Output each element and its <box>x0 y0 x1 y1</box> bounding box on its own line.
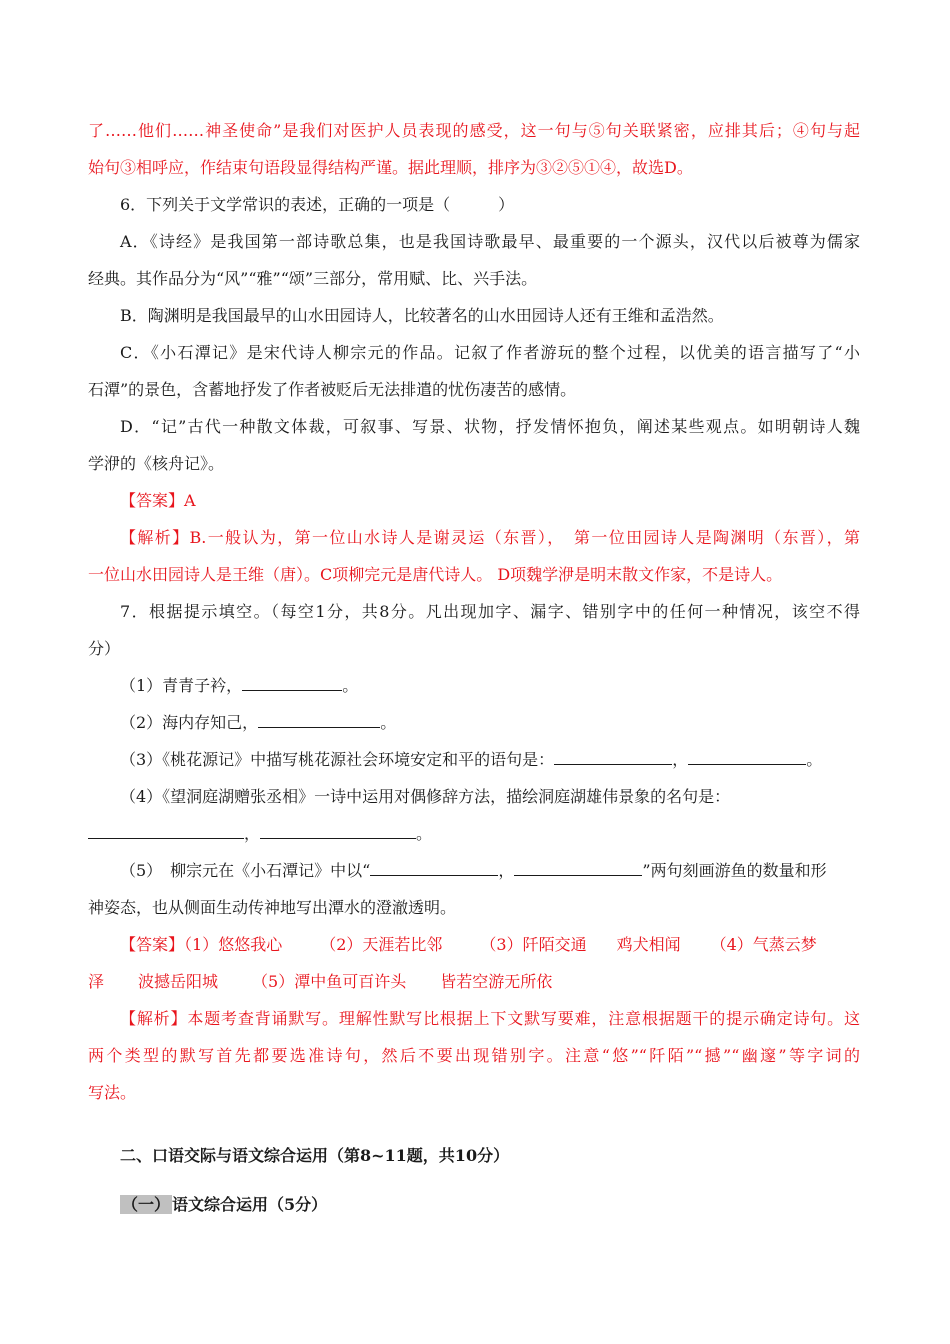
fill-blank <box>514 861 642 876</box>
fill-blank <box>370 861 498 876</box>
answer-1: （1）悠悠我心 <box>184 935 283 954</box>
fill-blank <box>688 750 806 765</box>
q6-analysis-line1 <box>88 519 860 556</box>
q6-option-d-line1: D．“记”古代一种散文体裁，可叙事、写景、状物，抒发情怀抱负，阐述某些观点。如明朝诗人魏 <box>120 417 860 436</box>
item-prompt: （2）海内存知己， <box>120 713 259 732</box>
answer-5b: 皆若空游无所依 <box>440 972 553 991</box>
q6-analysis-line2: 一位山水田园诗人是王维（唐）。C项柳完元是唐代诗人。 D项魏学洢是明末散文作家，不是诗人。 <box>88 565 783 584</box>
q6-answer <box>88 482 860 519</box>
analysis-text: B.一般认为，第一位山水诗人是谢灵运（东晋）， 第一位田园诗人是陶渊明（东晋），第 <box>189 528 860 547</box>
q7-analysis-line2: 两个类型的默写首先都要选准诗句，然后不要出现错别字。注意“悠”“阡陌”“撼”“幽邃”等字词的 <box>88 1046 860 1065</box>
q7-item-3 <box>88 741 860 778</box>
q6-option-a-line1: A．《诗经》是我国第一部诗歌总集，也是我国诗歌最早、最重要的一个源头，汉代以后被尊为儒家 <box>120 232 860 251</box>
item-prompt: （5） 柳宗元在《小石潭记》中以“ <box>120 861 371 880</box>
answer-2: （2）天涯若比邻 <box>320 935 443 954</box>
q7-stem-line1: 7．根据提示填空。（每空1分，共8分。凡出现加字、漏字、错别字中的任何一种情况，该空不得 <box>120 602 860 621</box>
q7-item-4-line2 <box>88 815 860 852</box>
item-end: 。 <box>380 713 397 732</box>
answer-5: （5）潭中鱼可百许头 <box>252 972 407 991</box>
answer-tag: 【答案】 <box>120 935 185 954</box>
fill-blank <box>242 676 342 691</box>
item-sep: ， <box>672 750 689 769</box>
q6-option-c-line2: 石潭”的景色，含蓄地抒发了作者被贬后无法排遣的忧伤凄苦的感情。 <box>88 380 577 399</box>
item-end: 。 <box>342 676 359 695</box>
q7-item-2 <box>88 704 860 741</box>
item-sep: ， <box>498 861 515 880</box>
analysis-tag: 【解析】 <box>120 528 190 547</box>
subsection-number: （一） <box>122 1195 171 1214</box>
item-end: ”两句刻画游鱼的数量和形 <box>642 861 827 880</box>
q7-answer-line2 <box>88 963 860 1000</box>
analysis-text: 本题考查背诵默写。理解性默写比根据上下文默写要难，注意根据题干的提示确定诗句。这 <box>187 1009 860 1028</box>
answer-value: A <box>184 491 196 510</box>
fill-blank <box>258 713 380 728</box>
q7-item-5-line1 <box>88 852 860 889</box>
subsection-title <box>88 1186 860 1223</box>
item-end: 。 <box>806 750 823 769</box>
item-prompt: （3）《桃花源记》中描写桃花源社会环境安定和平的语句是： <box>120 750 555 769</box>
q6-option-d-line2: 学洢的《核舟记》。 <box>88 454 225 473</box>
item-sep: ， <box>244 824 261 843</box>
q7-answer-line1 <box>88 926 860 963</box>
q7-analysis-line1 <box>88 1000 860 1037</box>
answer-4: （4）气蒸云梦 <box>710 935 817 954</box>
item-end: 。 <box>416 824 433 843</box>
answer-3b: 鸡犬相闻 <box>616 935 681 954</box>
q6-stem: 6．下列关于文学常识的表述，正确的一项是（ ） <box>120 195 515 214</box>
q6-option-b: B．陶渊明是我国最早的山水田园诗人，比较著名的山水田园诗人还有王维和孟浩然。 <box>120 306 724 325</box>
answer-tag: 【答案】 <box>120 491 185 510</box>
q7-analysis-line3: 写法。 <box>88 1083 137 1102</box>
item-prompt: （1）青青子衿， <box>120 676 243 695</box>
analysis-tag: 【解析】 <box>120 1009 188 1028</box>
prev-analysis-line1: 了……他们……神圣使命”是我们对医护人员表现的感受，这一句与⑤句关联紧密，应排其后；④句与起 <box>88 121 860 140</box>
prev-analysis-line2: 始句③相呼应，作结束句语段显得结构严谨。据此理顺，排序为③②⑤①④，故选D。 <box>88 158 693 177</box>
fill-blank <box>554 750 672 765</box>
q7-item-1 <box>88 667 860 704</box>
q7-stem-line2: 分） <box>88 639 121 658</box>
q7-item-4-line1: （4）《望洞庭湖赠张丞相》一诗中运用对偶修辞方法，描绘洞庭湖雄伟景象的名句是： <box>120 787 731 806</box>
subsection-label: 语文综合运用（5分） <box>172 1195 328 1214</box>
answer-4b: 波撼岳阳城 <box>138 972 219 991</box>
answer-4a: 泽 <box>88 972 105 991</box>
document-page <box>88 112 860 1223</box>
answer-3: （3）阡陌交通 <box>480 935 587 954</box>
q7-item-5-line2: 神姿态，也从侧面生动传神地写出潭水的澄澈透明。 <box>88 898 457 917</box>
q6-option-c-line1: C．《小石潭记》是宋代诗人柳宗元的作品。记叙了作者游玩的整个过程，以优美的语言描写了“小 <box>120 343 860 362</box>
fill-blank <box>88 824 244 839</box>
section-title: 二、口语交际与语文综合运用（第8~11题，共10分） <box>120 1146 510 1165</box>
fill-blank <box>260 824 416 839</box>
q6-option-a-line2: 经典。其作品分为“风”“雅”“颂”三部分，常用赋、比、兴手法。 <box>88 269 538 288</box>
